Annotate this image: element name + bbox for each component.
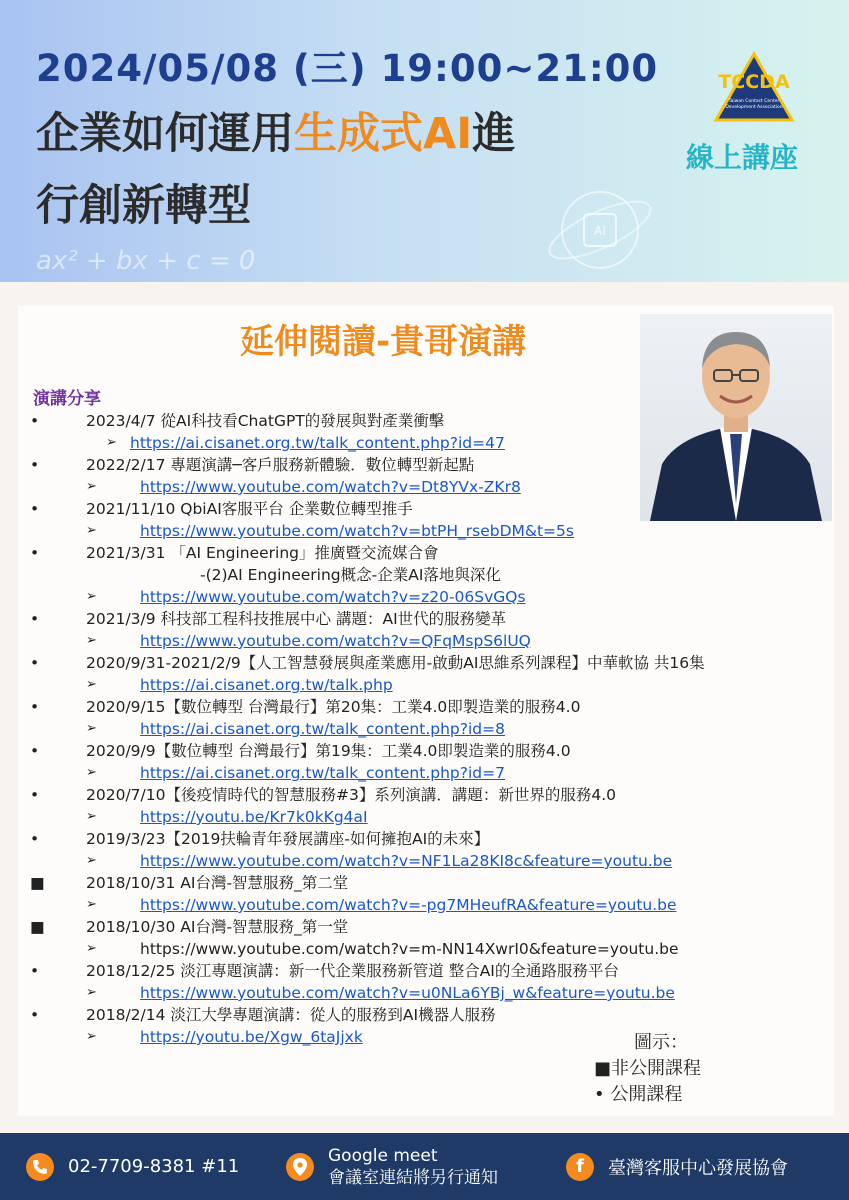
footer-phone [26,1133,239,1200]
list-item-link [30,586,820,608]
list-item-link [30,982,820,1004]
logo-text: TCCDA [718,71,790,93]
talk-title: 2018/12/25 淡江專題演講：新一代企業服務新管道 整合AI的全通路服務平台 [86,962,619,980]
talk-title: 2020/9/15【數位轉型 台灣最行】第20集：工業4.0即製造業的服務4.0 [86,698,581,716]
arrow-icon: ➢ [86,897,97,912]
list-item-link [30,718,820,740]
svg-text:Taiwan Contact Center: Taiwan Contact Center [728,99,780,104]
talk-subtitle: -(2)AI Engineering概念-企業AI落地與深化 [200,566,501,584]
svg-text:Development Association: Development Association [725,105,783,110]
arrow-icon: ➢ [86,1029,97,1044]
talk-title: 2021/3/9 科技部工程科技推展中心 講題：AI世代的服務變革 [86,610,507,628]
talk-link[interactable]: https://www.youtube.com/watch?v=-pg7MHeufRA&feature=youtu.be [140,896,677,914]
header-banner [0,0,849,282]
bullet-dot: • [30,786,40,804]
list-item [30,960,820,982]
list-item-link [30,1026,820,1048]
talk-title: 2023/4/7 從AI科技看ChatGPT的發展與對產業衝擊 [86,412,445,430]
title-highlight: 生成式AI [294,109,473,159]
talk-link[interactable]: https://youtu.be/Kr7k0kKg4aI [140,808,368,826]
talk-link[interactable]: https://ai.cisanet.org.tw/talk_content.php?id=47 [130,434,505,452]
page-title [36,98,676,242]
list-item-link [30,520,820,542]
list-item [30,410,820,432]
footer-meet [286,1133,498,1200]
list-item-link [30,850,820,872]
list-item [30,498,820,520]
tccda-logo [712,48,796,126]
list-item-subtitle [30,564,820,586]
list-item [30,454,820,476]
list-item [30,696,820,718]
list-item-link [30,894,820,916]
bullet-dot: • [30,610,40,628]
meet-line2: 會議室連結將另行通知 [328,1167,498,1188]
bullet-square: ■ [30,874,45,892]
talks-subheading: 演講分享 [33,389,101,409]
talk-link: https://www.youtube.com/watch?v=m-NN14XwrI0&feature=youtu.be [140,940,679,958]
bullet-square: ■ [30,918,45,936]
bullet-dot: • [30,962,40,980]
bullet-dot: • [30,698,40,716]
talk-link[interactable]: https://www.youtube.com/watch?v=u0NLa6YBj_w&feature=youtu.be [140,984,675,1002]
list-item-link [30,432,820,454]
list-item-link [30,806,820,828]
talk-link[interactable]: https://ai.cisanet.org.tw/talk_content.php?id=7 [140,764,505,782]
bullet-dot: • [30,742,40,760]
talk-link[interactable]: https://youtu.be/Xgw_6taJjxk [140,1028,363,1046]
list-item [30,828,820,850]
arrow-icon: ➢ [86,523,97,538]
bullet-dot: • [30,544,40,562]
event-date: 2024/05/08 (三) 19:00~21:00 [36,47,659,90]
talk-link[interactable]: https://ai.cisanet.org.tw/talk_content.php?id=8 [140,720,505,738]
list-item [30,872,820,894]
talk-link[interactable]: https://www.youtube.com/watch?v=z20-06SvGQs [140,588,526,606]
list-item-link [30,674,820,696]
legend [594,1030,701,1108]
title-line2: 行創新轉型 [36,181,251,231]
talk-title: 2020/9/31-2021/2/9【人工智慧發展與產業應用-啟動AI思維系列課程】中華軟協 共16集 [86,654,705,672]
bullet-dot: • [30,830,40,848]
talk-link[interactable]: https://www.youtube.com/watch?v=Dt8YVx-ZKr8 [140,478,521,496]
list-item-link [30,476,820,498]
phone-number: 02-7709-8381 #11 [68,1156,240,1177]
bullet-dot: • [30,1006,40,1024]
talk-title: 2018/10/31 AI台灣-智慧服務_第二堂 [86,874,349,892]
list-item [30,652,820,674]
list-item [30,740,820,762]
talk-title: 2021/3/31 「AI Engineering」推廣暨交流媒合會 [86,544,439,562]
list-item [30,1004,820,1026]
bullet-dot: • [30,654,40,672]
title-part1: 企業如何運用 [36,109,294,159]
arrow-icon: ➢ [106,435,117,450]
talk-title: 2018/10/30 AI台灣-智慧服務_第一堂 [86,918,349,936]
talk-link[interactable]: https://www.youtube.com/watch?v=NF1La28KI8c&feature=youtu.be [140,852,673,870]
list-item [30,784,820,806]
talk-link[interactable]: https://www.youtube.com/watch?v=QFqMspS6lUQ [140,632,531,650]
arrow-icon: ➢ [86,765,97,780]
talk-title: 2019/3/23【2019扶輪青年發展講座-如何擁抱AI的未來】 [86,830,490,848]
formula-decoration: ax² + bx + c = 0 [36,246,256,276]
talk-list [30,410,820,1048]
list-item [30,542,820,564]
arrow-icon: ➢ [86,633,97,648]
talk-title: 2022/2/17 專題演講─客戶服務新體驗．數位轉型新起點 [86,456,475,474]
bullet-dot: • [30,500,40,518]
talk-link[interactable]: https://ai.cisanet.org.tw/talk.php [140,676,393,694]
org-name: 臺灣客服中心發展協會 [608,1157,788,1179]
online-lecture-label: 線上講座 [686,141,799,174]
section-title: 延伸閱讀-貴哥演講 [240,322,527,362]
list-item-link [30,762,820,784]
title-part2: 進 [472,109,516,159]
legend-private: ■非公開課程 [594,1058,702,1079]
location-pin-icon [286,1153,314,1181]
arrow-icon: ➢ [86,853,97,868]
legend-public: • 公開課程 [594,1084,683,1105]
talk-title: 2018/2/14 淡江大學專題演講：從人的服務到AI機器人服務 [86,1006,496,1024]
bullet-dot: • [30,412,40,430]
list-item [30,916,820,938]
legend-title: 圖示： [634,1032,688,1053]
arrow-icon: ➢ [86,677,97,692]
svg-text:AI: AI [594,224,606,238]
arrow-icon: ➢ [86,721,97,736]
talk-title: 2020/7/10【後疫情時代的智慧服務#3】系列演講．講題：新世界的服務4.0 [86,786,616,804]
arrow-icon: ➢ [86,941,97,956]
arrow-icon: ➢ [86,479,97,494]
footer-org [566,1133,788,1200]
talk-link[interactable]: https://www.youtube.com/watch?v=btPH_rsebDM&t=5s [140,522,574,540]
bullet-dot: • [30,456,40,474]
arrow-icon: ➢ [86,589,97,604]
list-item-link [30,938,820,960]
footer-bar [0,1133,849,1200]
phone-icon [26,1153,54,1181]
meet-info [328,1145,498,1189]
meet-line1: Google meet [328,1145,438,1166]
facebook-icon: f [566,1153,594,1181]
arrow-icon: ➢ [86,809,97,824]
talk-title: 2020/9/9【數位轉型 台灣最行】第19集：工業4.0即製造業的服務4.0 [86,742,571,760]
list-item-link [30,630,820,652]
arrow-icon: ➢ [86,985,97,1000]
list-item [30,608,820,630]
talk-title: 2021/11/10 QbiAI客服平台 企業數位轉型推手 [86,500,413,518]
